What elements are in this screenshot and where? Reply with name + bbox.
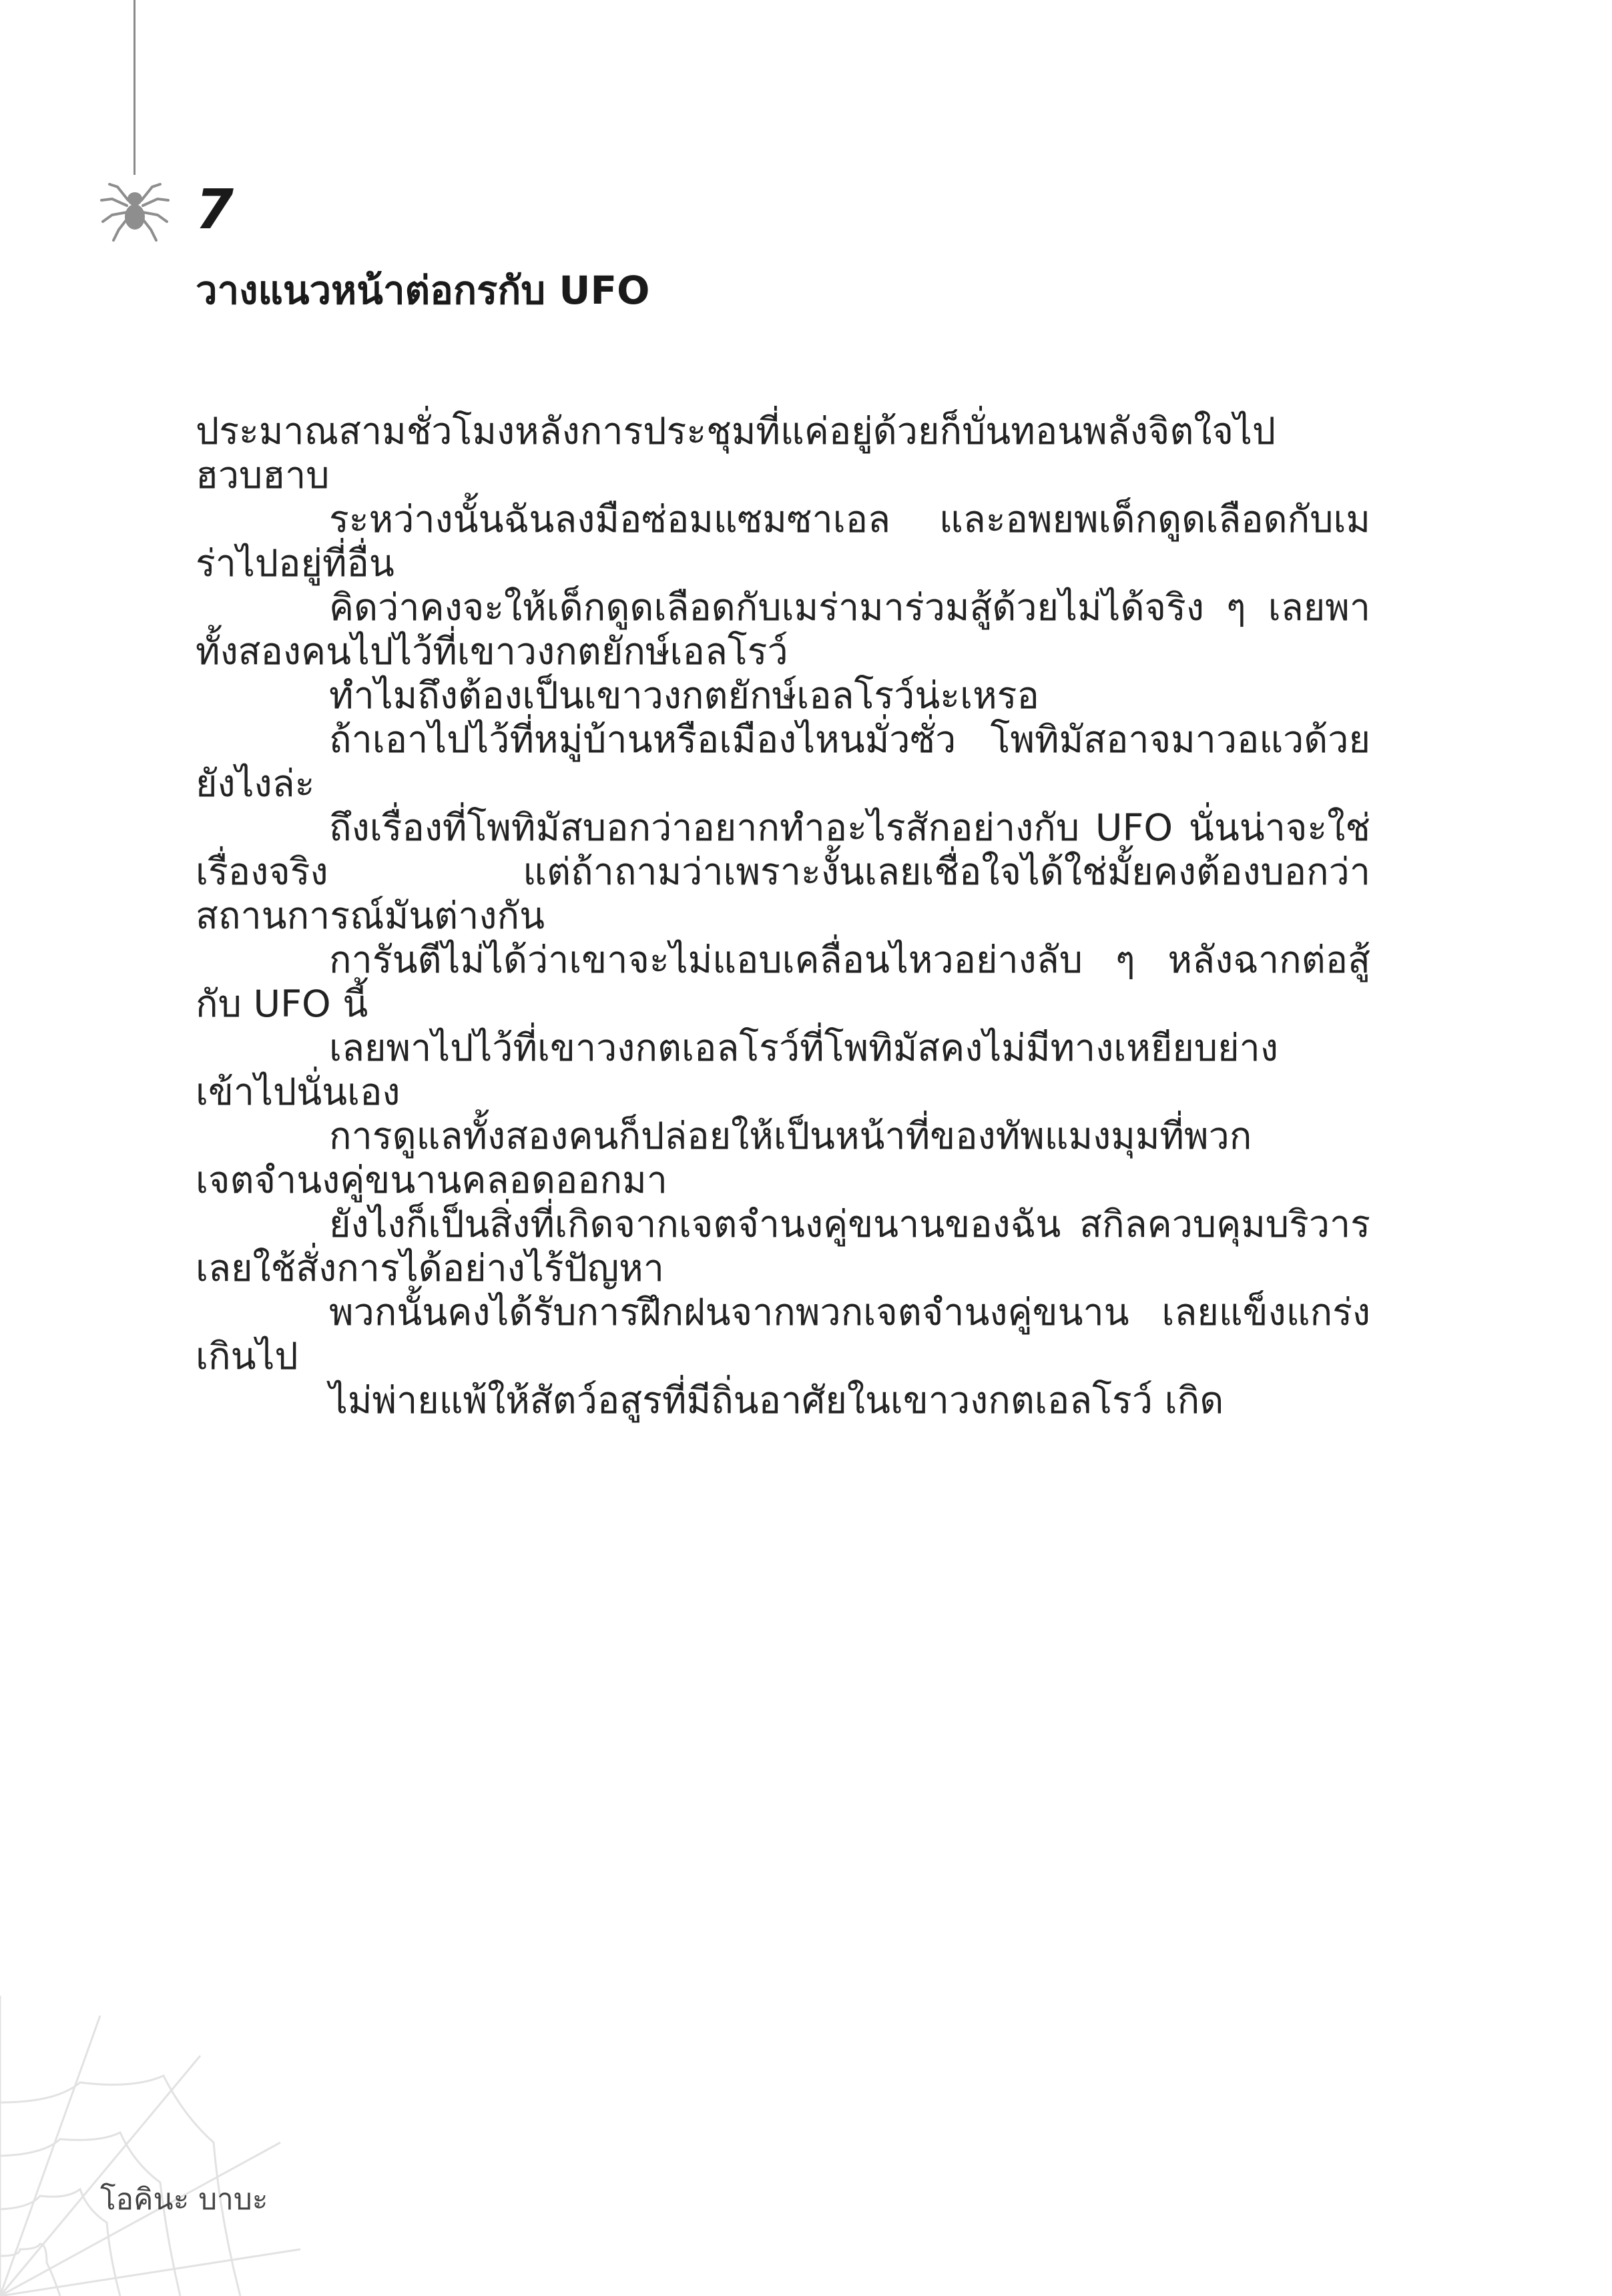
paragraph: ถึงเรื่องที่โพทิมัสบอกว่าอยากทำอะไรสักอย่างกับ UFO นั่นน่าจะใช่เรื่องจริง แต่ถ้าถามว่าเพราะงั้นเลยเชื่อใจได้ใช่มั้ยคงต้องบอกว่าสถานการณ์มันต่างกัน: [196, 806, 1370, 938]
spider-web-icon: [0, 1996, 300, 2296]
paragraph: ทำไมถึงต้องเป็นเขาวงกตยักษ์เอลโรว์น่ะเหรอ: [329, 674, 1039, 718]
paragraph: เลยพาไปไว้ที่เขาวงกตเอลโรว์ที่โพทิมัสคงไม่มีทางเหยียบย่างเข้าไปนั่นเอง: [196, 1027, 1278, 1114]
paragraph: ยังไงก็เป็นสิ่งที่เกิดจากเจตจำนงคู่ขนานของฉัน สกิลควบคุมบริวารเลยใช้สั่งการได้อย่างไร้ปัญหา: [196, 1203, 1370, 1290]
spider-icon: [97, 167, 172, 246]
footer-author: โอคินะ บาบะ: [100, 2183, 268, 2217]
paragraph: คิดว่าคงจะให้เด็กดูดเลือดกับเมร่ามาร่วมสู้ด้วยไม่ได้จริง ๆ เลยพาทั้งสองคนไปไว้ที่เขาวงกตยักษ์เอลโรว์: [196, 586, 1370, 673]
paragraph: การดูแลทั้งสองคนก็ปล่อยให้เป็นหน้าที่ของทัพแมงมุมที่พวกเจตจำนงคู่ขนานคลอดออกมา: [196, 1115, 1252, 1202]
paragraph: พวกนั้นคงได้รับการฝึกฝนจากพวกเจตจำนงคู่ขนาน เลยแข็งแกร่งเกินไป: [196, 1291, 1370, 1378]
chapter-title: วางแนวหน้าต่อกรกับ UFO: [196, 268, 650, 313]
chapter-number: 7: [196, 178, 234, 242]
paragraph: ประมาณสามชั่วโมงหลังการประชุมที่แค่อยู่ด้วยก็บั่นทอนพลังจิตใจไปฮวบฮาบ: [196, 410, 1276, 497]
paragraph: ระหว่างนั้นฉันลงมือซ่อมแซมซาเอล และอพยพเด็กดูดเลือดกับเมร่าไปอยู่ที่อื่น: [196, 498, 1370, 585]
paragraph: ไม่พ่ายแพ้ให้สัตว์อสูรที่มีถิ่นอาศัยในเขาวงกตเอลโรว์ เกิด: [329, 1379, 1224, 1422]
chapter-body: [196, 410, 1370, 1423]
spider-thread: [133, 0, 136, 175]
paragraph: ถ้าเอาไปไว้ที่หมู่บ้านหรือเมืองไหนมั่วซั่ว โพทิมัสอาจมาวอแวด้วยยังไงล่ะ: [196, 718, 1370, 806]
paragraph: การันตีไม่ได้ว่าเขาจะไม่แอบเคลื่อนไหวอย่างลับ ๆ หลังฉากต่อสู้กับ UFO นี้: [196, 938, 1370, 1026]
